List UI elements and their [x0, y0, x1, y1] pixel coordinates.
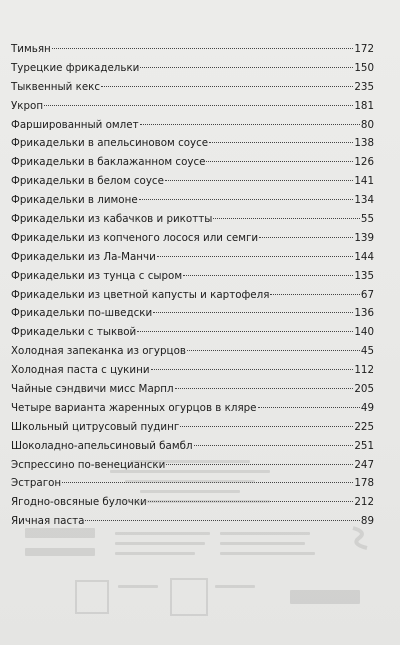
entry-page-number: 134: [354, 194, 374, 207]
index-entry: [11, 153, 374, 172]
index-entry: [11, 342, 374, 361]
faint-qr-code: [170, 578, 208, 616]
dot-leader: [151, 369, 354, 370]
entry-page-number: 140: [354, 326, 374, 339]
entry-title: Холодная запеканка из огурцов: [11, 345, 186, 358]
entry-page-number: 126: [354, 156, 374, 169]
dot-leader: [259, 237, 353, 238]
index-entry: [11, 210, 374, 229]
entry-page-number: 141: [354, 175, 374, 188]
dot-leader: [165, 180, 353, 181]
entry-title: Фрикадельки в апельсиновом соусе: [11, 137, 209, 150]
entry-title: Фрикадельки с тыквой: [11, 326, 137, 339]
index-entry: [11, 116, 374, 135]
faint-line: [115, 552, 195, 555]
dot-leader: [140, 124, 360, 125]
dot-leader: [213, 218, 360, 219]
dot-leader: [180, 426, 353, 427]
index-entry: [11, 399, 374, 418]
index-entry: [11, 304, 374, 323]
faint-line: [115, 532, 210, 535]
index-entry: [11, 229, 374, 248]
recipe-index-list: [11, 40, 374, 531]
entry-title: Укроп: [11, 99, 44, 112]
faint-line: [118, 585, 158, 588]
entry-title: Четыре варианта жаренных огурцов в кляре: [11, 401, 257, 414]
index-entry: [11, 267, 374, 286]
dot-leader: [44, 105, 353, 106]
dot-leader: [62, 482, 353, 483]
index-entry: [11, 456, 374, 475]
faint-line: [215, 585, 255, 588]
entry-page-number: 225: [354, 420, 374, 433]
entry-page-number: 251: [354, 439, 374, 452]
entry-page-number: 181: [354, 99, 374, 112]
dot-leader: [194, 445, 354, 446]
entry-title: Тимьян: [11, 43, 51, 55]
entry-title: Фрикадельки в баклажанном соусе: [11, 156, 206, 169]
entry-page-number: 136: [354, 307, 374, 320]
index-entry: [11, 493, 374, 512]
faint-line: [220, 542, 305, 545]
entry-title: Фаршированный омлет: [11, 118, 139, 131]
dot-leader: [175, 388, 354, 389]
entry-page-number: 49: [360, 401, 374, 414]
entry-page-number: 144: [354, 250, 374, 263]
dot-leader: [153, 312, 353, 313]
index-entry: [11, 191, 374, 210]
entry-title: Фрикадельки по-шведски: [11, 307, 153, 320]
entry-page-number: 112: [354, 364, 374, 377]
dot-leader: [187, 350, 360, 351]
index-entry: [11, 474, 374, 493]
entry-page-number: 67: [360, 288, 374, 301]
index-entry: [11, 418, 374, 437]
entry-title: Фрикадельки из Ла-Манчи: [11, 250, 156, 263]
dot-leader: [206, 161, 353, 162]
entry-title: Холодная паста с цукини: [11, 364, 150, 377]
entry-title: Фрикадельки из цветной капусты и картофеля: [11, 288, 270, 301]
index-entry: [11, 437, 374, 456]
entry-page-number: 89: [360, 515, 374, 528]
entry-page-number: 135: [354, 269, 374, 282]
index-entry: [11, 97, 374, 116]
entry-title: Фрикадельки в лимоне: [11, 194, 138, 207]
entry-page-number: 55: [360, 213, 374, 226]
entry-title: Фрикадельки в белом соусе: [11, 175, 164, 188]
entry-page-number: 212: [354, 496, 374, 509]
entry-title: Фрикадельки из кабачков и рикотты: [11, 213, 213, 226]
entry-page-number: 247: [354, 458, 374, 471]
entry-title: Чайные сэндвичи мисс Марпл: [11, 383, 174, 396]
entry-page-number: 205: [354, 383, 374, 396]
entry-title: Ягодно-овсяные булочки: [11, 496, 147, 509]
entry-page-number: 172: [354, 43, 374, 55]
dot-leader: [140, 67, 353, 68]
index-entry: [11, 512, 374, 531]
entry-title: Фрикадельки из копченого лосося или семги: [11, 231, 259, 244]
entry-page-number: 150: [354, 61, 374, 74]
entry-page-number: 235: [354, 80, 374, 93]
entry-title: Шоколадно-апельсиновый бамбл: [11, 439, 193, 452]
dot-leader: [183, 275, 353, 276]
entry-title: Эспрессино по-венециански: [11, 458, 166, 471]
index-entry: [11, 361, 374, 380]
entry-page-number: 178: [354, 477, 374, 490]
faint-line: [115, 542, 205, 545]
index-entry: [11, 172, 374, 191]
entry-title: Яичная паста: [11, 515, 85, 528]
dot-leader: [101, 86, 353, 87]
entry-page-number: 139: [354, 231, 374, 244]
faint-line: [220, 532, 310, 535]
entry-page-number: 80: [360, 118, 374, 131]
index-entry: [11, 59, 374, 78]
entry-title: Школьный цитрусовый пудинг: [11, 420, 180, 433]
faint-logo-text: [25, 548, 95, 556]
entry-page-number: 45: [360, 345, 374, 358]
dot-leader: [85, 520, 359, 521]
index-entry: [11, 380, 374, 399]
dot-leader: [139, 199, 354, 200]
index-entry: [11, 323, 374, 342]
faint-qr-code: [75, 580, 109, 614]
dot-leader: [137, 331, 353, 332]
dot-leader: [52, 48, 354, 49]
index-entry: [11, 40, 374, 59]
faint-line: [220, 552, 315, 555]
entry-page-number: 138: [354, 137, 374, 150]
entry-title: Турецкие фрикадельки: [11, 61, 140, 74]
entry-title: Эстрагон: [11, 477, 62, 490]
index-entry: [11, 78, 374, 97]
faint-barcode: [290, 590, 360, 604]
dot-leader: [270, 294, 359, 295]
index-entry: [11, 248, 374, 267]
dot-leader: [258, 407, 360, 408]
dot-leader: [148, 501, 354, 502]
entry-title: Тыквенный кекс: [11, 80, 101, 93]
entry-title: Фрикадельки из тунца с сыром: [11, 269, 183, 282]
dot-leader: [157, 256, 354, 257]
index-entry: [11, 134, 374, 153]
index-entry: [11, 286, 374, 305]
dot-leader: [209, 142, 353, 143]
dot-leader: [166, 464, 353, 465]
